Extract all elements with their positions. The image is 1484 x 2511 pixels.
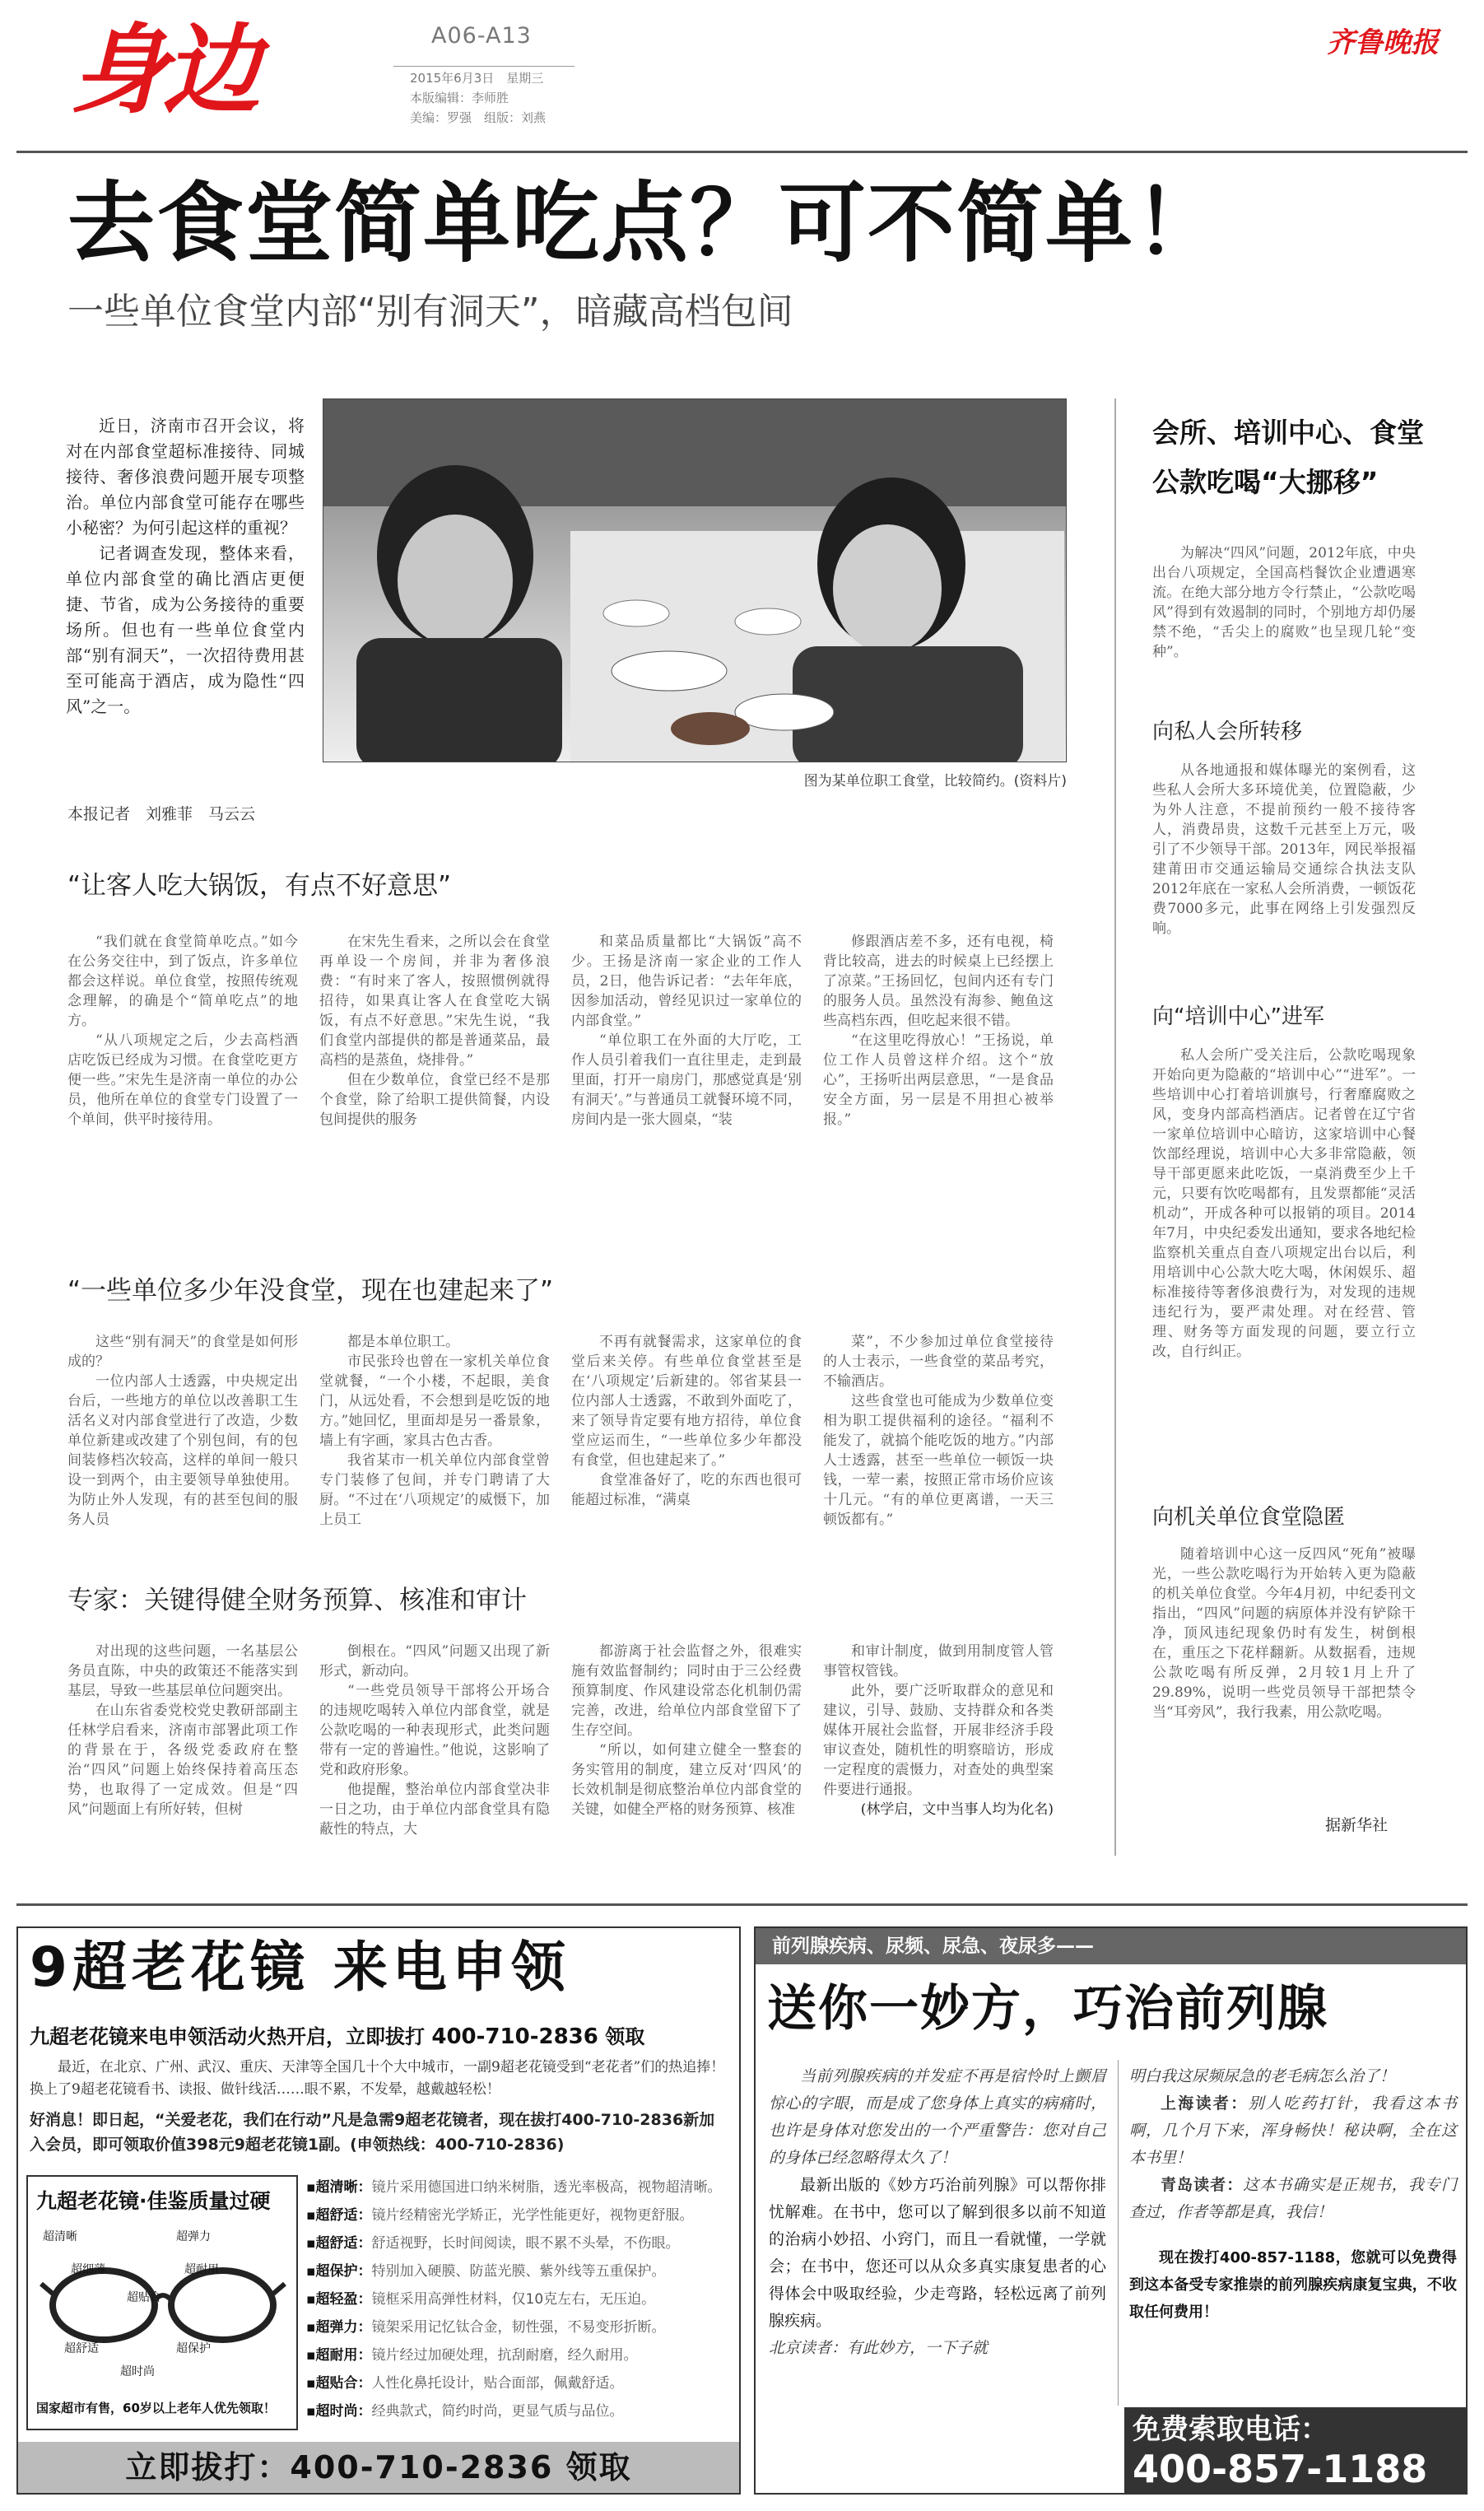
intro-text [66,413,305,720]
paragraph: 从各地通报和媒体曝光的案例看，这些私人会所大多环境优美，位置隐蔽，少为外人注意，不提前预约一般不接待客人，消费昂贵，这数千元甚至上万元，吸引了不少领导干部。2013年，网民举报福建莆田市交通运输局交通综合执法支队2012年底在一家私人会所消费，一顿饭花费7000多元，此事在网络上引发强烈反响。 [1152,762,1416,937]
ad-body: 好消息！即日起，“关爱老花，我们在行动”凡是急需9超老花镜者，现在拔打400-710-2836新加入会员，即可领取价值398元9超老花镜1副。(申领热线：400-710-2836) [30,2111,715,2154]
feature-label: 超保护： [315,2263,372,2280]
testimonial-text: 别人吃药打针，我看这本书啊，几个月下来，浑身畅快！秘诀啊，全在这本书里！ [1129,2094,1457,2167]
ad-body [769,2063,1106,2362]
glasses-label: 超时尚 [120,2365,155,2378]
page-range: A06-A13 [431,23,532,49]
paragraph: 市民张玲也曾在一家机关单位食堂就餐，“一个小楼，不起眼，美食门，从远处看，不会想到是吃饭的地方。”她回忆，里面却是另一番景象，墙上有字画，家具古色古香。 [319,1353,550,1449]
sidebar-divider [1114,398,1116,1856]
feature-item: ▪超保护：特别加入硬膜、防蓝光膜、紫外线等五重保护。 [306,2263,666,2280]
paragraph: “一些党员领导干部将公开场合的违规吃喝转入单位内部食堂，就是公款吃喝的一种表现形式，此类问题带有一定的普遍性。”他说，这影响了党和政府形象。 [319,1683,550,1778]
ad-banner: 前列腺疾病、尿频、尿急、夜尿多—— [756,1928,1468,1964]
testimonial-text: 这本书确实是正规书，我专门查过，作者等都是真，我信！ [1129,2176,1457,2221]
sidebar-subheading: 向私人会所转移 [1152,720,1303,744]
feature-item: ▪超舒适：舒适视野，长时间阅读，眼不累不头晕，不伤眼。 [306,2235,680,2252]
sidebar-text [1152,1544,1416,1816]
paragraph: “所以，如何建立健全一整套的务实管用的制度，建立反对‘四风’的长效机制是彻底整治单位内部食堂的关键，如健全严格的财务预算、核准 [571,1742,802,1818]
byline: 本报记者 刘雅菲 马云云 [67,805,256,823]
page-subtitle: 一些单位食堂内部“别有洞天”，暗藏高档包间 [67,291,793,333]
testimonial-label: 青岛读者： [1161,2176,1244,2194]
feature-label: 超清晰： [315,2179,372,2196]
paragraph: 北京读者：有此妙方，一下子就 [769,2339,989,2357]
section-heading: “让客人吃大锅饭，有点不好意思” [67,871,452,901]
paragraph: 不再有就餐需求，这家单位的食堂后来关停。有些单位食堂甚至是在‘八项规定’后新建的。邻省某县一位内部人士透露，不敢到外面吃了，来了领导肯定要有地方招待，单位食堂应运而生，“一些单位多少年都没有食堂，但也建起来了。” [571,1334,802,1469]
feature-label: 超弹力： [315,2319,372,2336]
sidebar-subheading: 向“培训中心”进军 [1152,1004,1324,1029]
paragraph: 明白我这尿频尿急的老毛病怎么治了！ [1129,2067,1396,2085]
product-note: 国家超市有售，60岁以上老年人优先领取！ [36,2401,276,2415]
feature-text: 镜框采用高弹性材料，仅10克左右，无压迫。 [371,2291,656,2308]
paragraph: “单位职工在外面的大厅吃，工作人员引着我们一直往里走，走到最里面，打开一扇房门，那感觉真是‘别有洞天’。”与普通员工就餐环境不同，房间内是一张大圆桌，“装 [571,1032,802,1128]
article-column [67,1642,298,1880]
newspaper-logo: 齐鲁晚报 [1327,26,1439,59]
section-heading: 专家：关键得健全财务预算、核准和审计 [67,1586,527,1615]
paragraph: 私人会所广受关注后，公款吃喝现象开始向更为隐蔽的“培训中心”“进军”。一些培训中心打着培训旗号，行奢靡腐败之风，变身内部高档酒店。记者曾在辽宁省一家单位培训中心暗访，这家培训中心餐饮部经理说，培训中心大多非常隐蔽，领导干部更愿来此吃饭，一桌消费至少上千元，只要有饮吃喝都有，且发票都能“灵活机动”，开成各种可以报销的项目。2014年7月，中央纪委发出通知，要求各地纪检监察机关重点自查八项规定出台以后，利用培训中心公款大吃大喝，休闲娱乐、超标准接待等奢侈浪费行为，对发现的违规违纪行为，要严肃处理。对在经营、管理、财务等方面发现的问题，要立行立改，自行纠正。 [1152,1047,1416,1360]
canteen-photo [323,398,1067,762]
paragraph: 都游离于社会监督之外，很难实施有效监督制约；同时由于三公经费预算制度、作风建设常态化机制仍需完善，改进，给单位内部食堂留下了生存空间。 [571,1643,802,1739]
paragraph: 和菜品质量都比“大锅饭”高不少。王扬是济南一家企业的工作人员，2日，他告诉记者：“去年年底，因参加活动，曾经见识过一家单位的内部食堂。” [571,934,802,1029]
article-column [571,1642,802,1880]
article-column [67,1332,298,1548]
paragraph: 对出现的这些问题，一名基层公务员直陈，中央的政策还不能落实到基层，导致一些基层单位问题突出。 [67,1643,298,1699]
article-column [319,1332,550,1548]
phone-box[interactable] [1124,2407,1468,2495]
paragraph: “我们就在食堂简单吃点。”如今在公务交往中，到了饭点，许多单位都会这样说。单位食堂，按照传统观念理解，的确是个“简单吃点”的地方。 [67,934,298,1029]
testimonial-label: 上海读者： [1161,2094,1249,2113]
feature-text: 特别加入硬膜、防蓝光膜、紫外线等五重保护。 [371,2263,666,2280]
page-title: 去食堂简单吃点？可不简单！ [67,173,1223,274]
product-box-title: 九超老花镜·佳鉴质量过硬 [36,2189,271,2213]
feature-item: ▪超时尚：经典款式，简约时尚，更显气质与品位。 [306,2403,624,2420]
ad-lead-tail: 领取 [605,2025,645,2048]
article-column [67,932,298,1214]
feature-item: ▪超舒适：镜片经精密光学矫正，光学性能更好，视物更舒服。 [306,2207,694,2224]
ad-title: 送你一妙方，巧治前列腺 [767,1980,1328,2038]
feature-text: 舒适视野，长时间阅读，眼不累不头晕，不伤眼。 [371,2235,680,2252]
testimonial [1129,2090,1457,2172]
feature-item: ▪超清晰：镜片采用德国进口纳米树脂，透光率极高，视物超清晰。 [306,2179,722,2196]
paragraph: 菜”，不少参加过单位食堂接待的人士表示，一些食堂的菜品考究，不输酒店。 [823,1334,1054,1390]
feature-label: 超时尚： [315,2403,372,2420]
ad-lead-text: 九超老花镜来电申领活动火热开启，立即拔打 [30,2025,425,2048]
article-column [823,932,1054,1214]
paragraph: 他提醒，整治单位内部食堂决非一日之功，由于单位内部食堂具有隐蔽性的特点，大 [319,1782,550,1838]
section-logo: 身边 [71,13,256,127]
masthead-divider [393,66,575,67]
paragraph: 但在少数单位，食堂已经不是那个食堂，除了给职工提供简餐，内设包间提供的服务 [319,1072,550,1128]
paragraph: 在宋先生看来，之所以会在食堂再单设一个房间，并非为奢侈浪费：“有时来了客人，按照惯例就得招待，如果真让客人在食堂吃大锅饭，有点不好意思。”宋先生说，“我们食堂内部提供的都是普通菜品，最高档的是蒸鱼，烧排骨。” [319,934,550,1069]
paragraph: “从八项规定之后，少去高档酒店吃饭已经成为习惯。在食堂吃更方便一些。”宋先生是济南一单位的办公员，他所在单位的食堂专门设置了一个单间，供平时接待用。 [67,1032,298,1128]
glasses-label: 超贴合 [127,2291,161,2304]
sidebar-text [1152,761,1416,981]
ad-phone[interactable]: 400-710-2836 [431,2024,598,2049]
paragraph: 在山东省委党校党史教研部副主任林学启看来，济南市部署此项工作的背景在于，各级党委政府在整治“四风”问题上始终保持着高压态势，也取得了一定成效。但是“四风”问题面上有所好转，但树 [67,1703,298,1818]
sidebar-source: 据新华社 [1325,1816,1389,1834]
feature-text: 镜片经过加硬处理，抗刮耐磨，经久耐用。 [371,2347,638,2364]
ad-title: 9超老花镜 来电申领 [30,1936,570,1999]
glasses-label: 超弹力 [176,2230,211,2243]
sidebar-title: 会所、培训中心、食堂 [1152,417,1424,449]
feature-item: ▪超弹力：镜架采用记忆钛合金，韧性强，不易变形折断。 [306,2319,666,2336]
ad-lead [30,2020,644,2049]
photo-illustration [323,399,1067,762]
feature-label: 超舒适： [315,2235,372,2252]
paragraph: 此外，要广泛听取群众的意见和建议，引导、鼓励、支持群众和各类媒体开展社会监督，开展非经济手段审议查处，随机性的明察暗访，形成一定程度的震慑力，对查处的典型案件要进行通报。 [823,1683,1054,1798]
ad-column-divider [1118,2060,1119,2406]
sidebar-intro [1152,543,1416,696]
ad-body: 最近，在北京、广州、武汉、重庆、天津等全国几十个大中城市，一副9超老花镜受到“老花者”们的热追捧！换上了9超老花镜看书、读报、做针线活……眼不累，不发晕，越戴越轻松！ [30,2059,725,2098]
intro-paragraph: 记者调查发现，整体来看，单位内部食堂的确比酒店更便捷、节省，成为公务接待的重要场所。但也有一些单位食堂内部“别有洞天”，一次招待费用甚至可能高于酒店，成为隐性“四风”之一。 [66,543,305,716]
paragraph: 修跟酒店差不多，还有电视，椅背比较高，进去的时候桌上已经摆上了凉菜。”王扬回忆，包间内还有专门的服务人员。虽然没有海参、鲍鱼这些高档东西，但吃起来很不错。 [823,934,1054,1029]
section-heading: “一些单位多少年没食堂，现在也建起来了” [67,1276,554,1306]
glasses-label: 超舒适 [64,2342,99,2355]
glasses-label: 超耐用 [184,2263,219,2276]
paragraph: “在这里吃得放心！”王扬说，单位工作人员曾这样介绍。这个“放心”，王扬听出两层意思，“一是食品安全方面，另一层是不用担心被举报。” [823,1032,1054,1128]
paragraph: 最新出版的《妙方巧治前列腺》可以帮你排忧解难。在书中，您可以了解到很多以前不知道的治病小妙招、小窍门，而且一看就懂，一学就会；在书中，您还可以从众多真实康复患者的心得体会中吸取经验，少走弯路，轻松远离了前列腺疾病。 [769,2176,1106,2330]
article-column [823,1332,1054,1548]
paragraph: 倒根在。“四风”问题又出现了新形式，新动向。 [319,1643,550,1679]
paragraph: 一位内部人士透露，中央规定出台后，一些地方的单位以改善职工生活名义对内部食堂进行了改造，少数单位新建或改建了个别包间，有的包间装修档次较高，这样的单间一般只设一到两个，由主要领导单独使用。为防止外人发现，有的甚至包间的服务人员 [67,1373,298,1528]
feature-text: 镜架采用记忆钛合金，韧性强，不易变形折断。 [371,2319,666,2336]
feature-text: 人性化鼻托设计，贴合面部，佩戴舒适。 [371,2375,624,2392]
feature-text: 镜片采用德国进口纳米树脂，透光率极高，视物超清晰。 [371,2179,722,2196]
feature-text: 镜片经精密光学矫正，光学性能更好，视物更舒服。 [371,2207,694,2224]
glasses-label: 超保护 [176,2342,211,2355]
masthead-rule [16,151,1468,153]
phone-number[interactable]: 400-857-1188 [1133,2447,1428,2491]
glasses-label: 超细薄 [71,2263,105,2276]
paragraph: 现在拨打400-857-1188，您就可以免费得到这本备受专家推崇的前列腺疾病康复宝典，不收取任何费用！ [1129,2249,1457,2321]
ad-separator [16,1903,1468,1906]
photo-caption: 图为某单位职工食堂，比较简约。(资料片) [803,773,1067,790]
paragraph: 当前列腺疾病的并发症不再是宿怜时上颤眉惊心的字眼，而是成了您身体上真实的病痛时，也许是身体对您发出的一个严重警告：您对自己的身体已经忽略得太久了！ [769,2067,1106,2167]
article-column [571,1332,802,1548]
paragraph: 我省某市一机关单位内部食堂曾专门装修了包间，并专门聘请了大厨。“不过在‘八项规定’的威慑下，加上员工 [319,1452,550,1528]
page-design: 美编：罗强 组版：刘燕 [410,110,547,125]
prostate-ad [754,1926,1468,2495]
paragraph: (林学启，文中当事人均为化名) [860,1801,1054,1818]
paragraph: 都是本单位职工。 [347,1334,459,1350]
glasses-label: 超清晰 [43,2230,77,2243]
paragraph: 和审计制度，做到用制度管人管事管权管钱。 [823,1643,1054,1679]
sidebar-text [1152,1046,1416,1482]
feature-item: ▪超贴合：人性化鼻托设计，贴合面部，佩戴舒适。 [306,2375,624,2392]
paragraph: 随着培训中心这一反四风“死角”被曝光，一些公款吃喝行为开始转入更为隐蔽的机关单位食堂。今年4月初，中纪委刊文指出，“四风”问题的病原体并没有铲除干净，顶风违纪现象仍时有发生，树倒根在，重压之下花样翻新。从数据看，违规公款吃喝有所反弹，2月较1月上升了29.89%，说明一些党员领导干部把禁令当“耳旁风”，我行我素，用公款吃喝。 [1152,1546,1416,1721]
feature-item: ▪超耐用：镜片经过加硬处理，抗刮耐磨，经久耐用。 [306,2347,638,2364]
article-column [823,1642,1054,1898]
article-column [319,1642,550,1880]
feature-label: 超耐用： [315,2347,372,2364]
ad-body [1129,2063,1457,2326]
issue-date: 2015年6月3日 星期三 [410,71,544,86]
product-box [26,2175,298,2430]
sidebar-subheading: 向机关单位食堂隐匿 [1152,1505,1346,1530]
glasses-icon [40,2226,286,2383]
testimonial [1129,2172,1457,2226]
ad-call-bar[interactable]: 立即拔打：400-710-2836 领取 [18,2442,739,2493]
feature-label: 超舒适： [315,2207,372,2224]
paragraph: 这些食堂也可能成为少数单位变相为职工提供福利的途径。“福利不能发了，就搞个能吃饭的地方。”内部人士透露，甚至一些单位一顿饭一块钱，一荤一素，按照正常市场价应该十几元。“有的单位更离谱，一天三顿饭都有。” [823,1393,1054,1528]
intro-paragraph: 近日，济南市召开会议，将对在内部食堂超标准接待、同城接待、奢侈浪费问题开展专项整治。单位内部食堂可能存在哪些小秘密？为何引起这样的重视？ [66,416,305,538]
feature-list [306,2173,734,2425]
feature-label: 超轻盈： [315,2291,372,2308]
page-editor: 本版编辑：李师胜 [410,91,509,105]
feature-text: 经典款式，简约时尚，更显气质与品位。 [371,2403,624,2420]
paragraph: 食堂准备好了，吃的东西也很可能超过标准，“满桌 [571,1472,802,1508]
feature-label: 超贴合： [315,2375,372,2392]
article-column [571,932,802,1214]
sidebar-title: 公款吃喝“大挪移” [1152,466,1379,498]
feature-item: ▪超轻盈：镜框采用高弹性材料，仅10克左右，无压迫。 [306,2291,656,2308]
paragraph: 这些“别有洞天”的食堂是如何形成的？ [67,1334,298,1370]
article-column [319,932,550,1214]
phone-label: 免费索取电话： [1133,2413,1328,2446]
paragraph: 为解决“四风”问题，2012年底，中央出台八项规定，全国高档餐饮企业遭遇寒流。在绝大部分地方令行禁止，“公款吃喝风”得到有效遏制的同时，个别地方却仍屡禁不绝，“舌尖上的腐败”也呈现几轮“变种”。 [1152,545,1416,660]
glasses-ad [16,1926,741,2495]
